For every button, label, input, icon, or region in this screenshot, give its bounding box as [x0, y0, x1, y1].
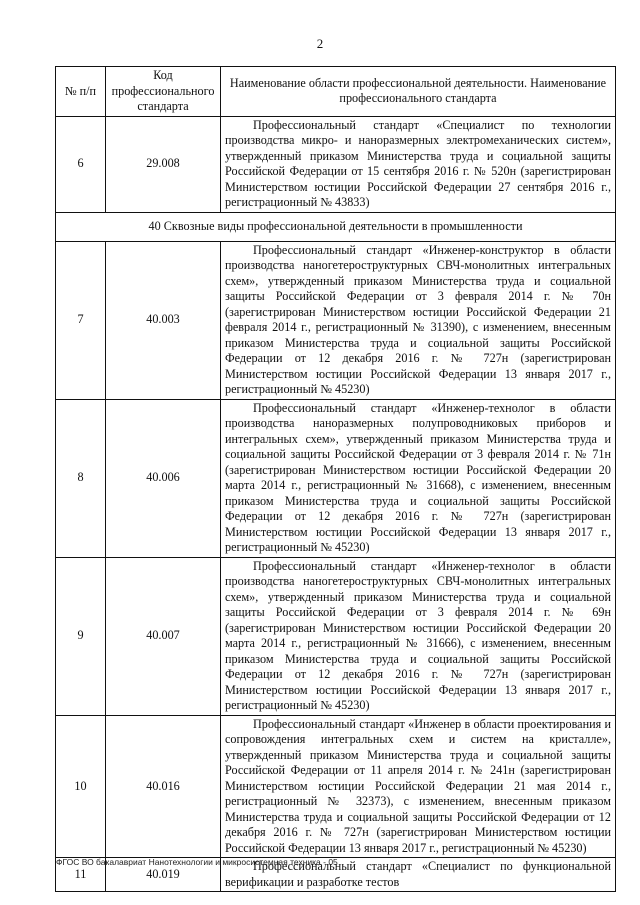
header-name: Наименование области профессиональной деятельности. Наименование профессионального стандарта — [221, 67, 616, 117]
header-code: Код профессионального стандарта — [106, 67, 221, 117]
standard-code: 29.008 — [106, 116, 221, 212]
row-number: 7 — [56, 241, 106, 399]
table-row — [56, 715, 616, 858]
row-number: 10 — [56, 715, 106, 858]
standard-description: Профессиональный стандарт «Специалист по технологии производства микро- и наноразмерных электромеханических систем», утвержденный приказом Министерства труда и социальной защиты Российской Федерации от 15 сентября 2016 г. № 520н (зарегистрирован Министерством юстиции Российской Федерации 27 сентября 2016 г., регистрационный № 43833) — [221, 116, 616, 212]
table-row — [56, 399, 616, 557]
page-number: 2 — [316, 36, 324, 51]
standard-code: 40.016 — [106, 715, 221, 858]
standard-description: Профессиональный стандарт «Инженер в области проектирования и сопровождения интегральных схем и систем на кристалле», утвержденный приказом Министерства труда и социальной защиты Российской Федерации от 11 апреля 2014 г. № 241н (зарегистрирован Министерством юстиции Российской Федерации 21 мая 2014 г., регистрационный № 32373), с изменением, внесенным приказом Министерства труда и социальной защиты Российской Федерации от 12 декабря 2016 г. № 727н (зарегистрирован Министерством юстиции Российской Федерации 13 января 2017 г., регистрационный № 45230) — [221, 715, 616, 858]
standard-description: Профессиональный стандарт «Инженер-технолог в области производства наногетероструктурных СВЧ-монолитных интегральных схем», утвержденный приказом Министерства труда и социальной защиты Российской Федерации от 3 февраля 2014 г. № 69н (зарегистрирован Министерством юстиции Российской Федерации 20 марта 2014 г., регистрационный № 31666), с изменением, внесенным приказом Министерства труда и социальной защиты Российской Федерации от 12 декабря 2016 г. № 727н (зарегистрирован Министерством юстиции Российской Федерации 13 января 2017 г., регистрационный № 45230) — [221, 557, 616, 715]
row-number: 6 — [56, 116, 106, 212]
section-title: 40 Сквозные виды профессиональной деятельности в промышленности — [56, 212, 616, 241]
row-number: 11 — [56, 858, 106, 892]
standard-description: Профессиональный стандарт «Инженер-конструктор в области производства наногетероструктурных СВЧ-монолитных интегральных схем», утвержденный приказом Министерства труда и социальной защиты Российской Федерации от 3 февраля 2014 г. № 70н (зарегистрирован Министерством юстиции Российской Федерации 21 февраля 2014 г., регистрационный № 31390), с изменением, внесенным приказом Министерства труда и социальной защиты Российской Федерации от 12 декабря 2016 г. № 727н (зарегистрирован Министерством юстиции Российской Федерации 13 января 2017 г., регистрационный № 45230) — [221, 241, 616, 399]
document-footer: ФГОС ВО бакалавриат Нанотехнологии и микросистемная техника - 05 — [56, 857, 338, 867]
table-row — [56, 116, 616, 212]
standard-code: 40.003 — [106, 241, 221, 399]
standard-code: 40.006 — [106, 399, 221, 557]
table-row — [56, 557, 616, 715]
standard-code: 40.007 — [106, 557, 221, 715]
standard-description: Профессиональный стандарт «Инженер-технолог в области производства наноразмерных полупроводниковых приборов и интегральных схем», утвержденный приказом Министерства труда и социальной защиты Российской Федерации от 3 февраля 2014 г. № 71н (зарегистрирован Министерством юстиции Российской Федерации 20 марта 2014 г., регистрационный № 31668), с изменением, внесенным приказом Министерства труда и социальной защиты Российской Федерации от 12 декабря 2016 г. № 727н (зарегистрирован Министерством юстиции Российской Федерации 13 января 2017 г., регистрационный № 45230) — [221, 399, 616, 557]
section-row — [56, 212, 616, 241]
header-number: № п/п — [56, 67, 106, 117]
table-header-row — [56, 67, 616, 117]
standard-code: 40.019 — [106, 858, 221, 892]
standard-description: Профессиональный стандарт «Специалист по функциональной верификации и разработке тестов — [221, 858, 616, 892]
table-row — [56, 241, 616, 399]
row-number: 8 — [56, 399, 106, 557]
row-number: 9 — [56, 557, 106, 715]
standards-table — [55, 66, 616, 892]
